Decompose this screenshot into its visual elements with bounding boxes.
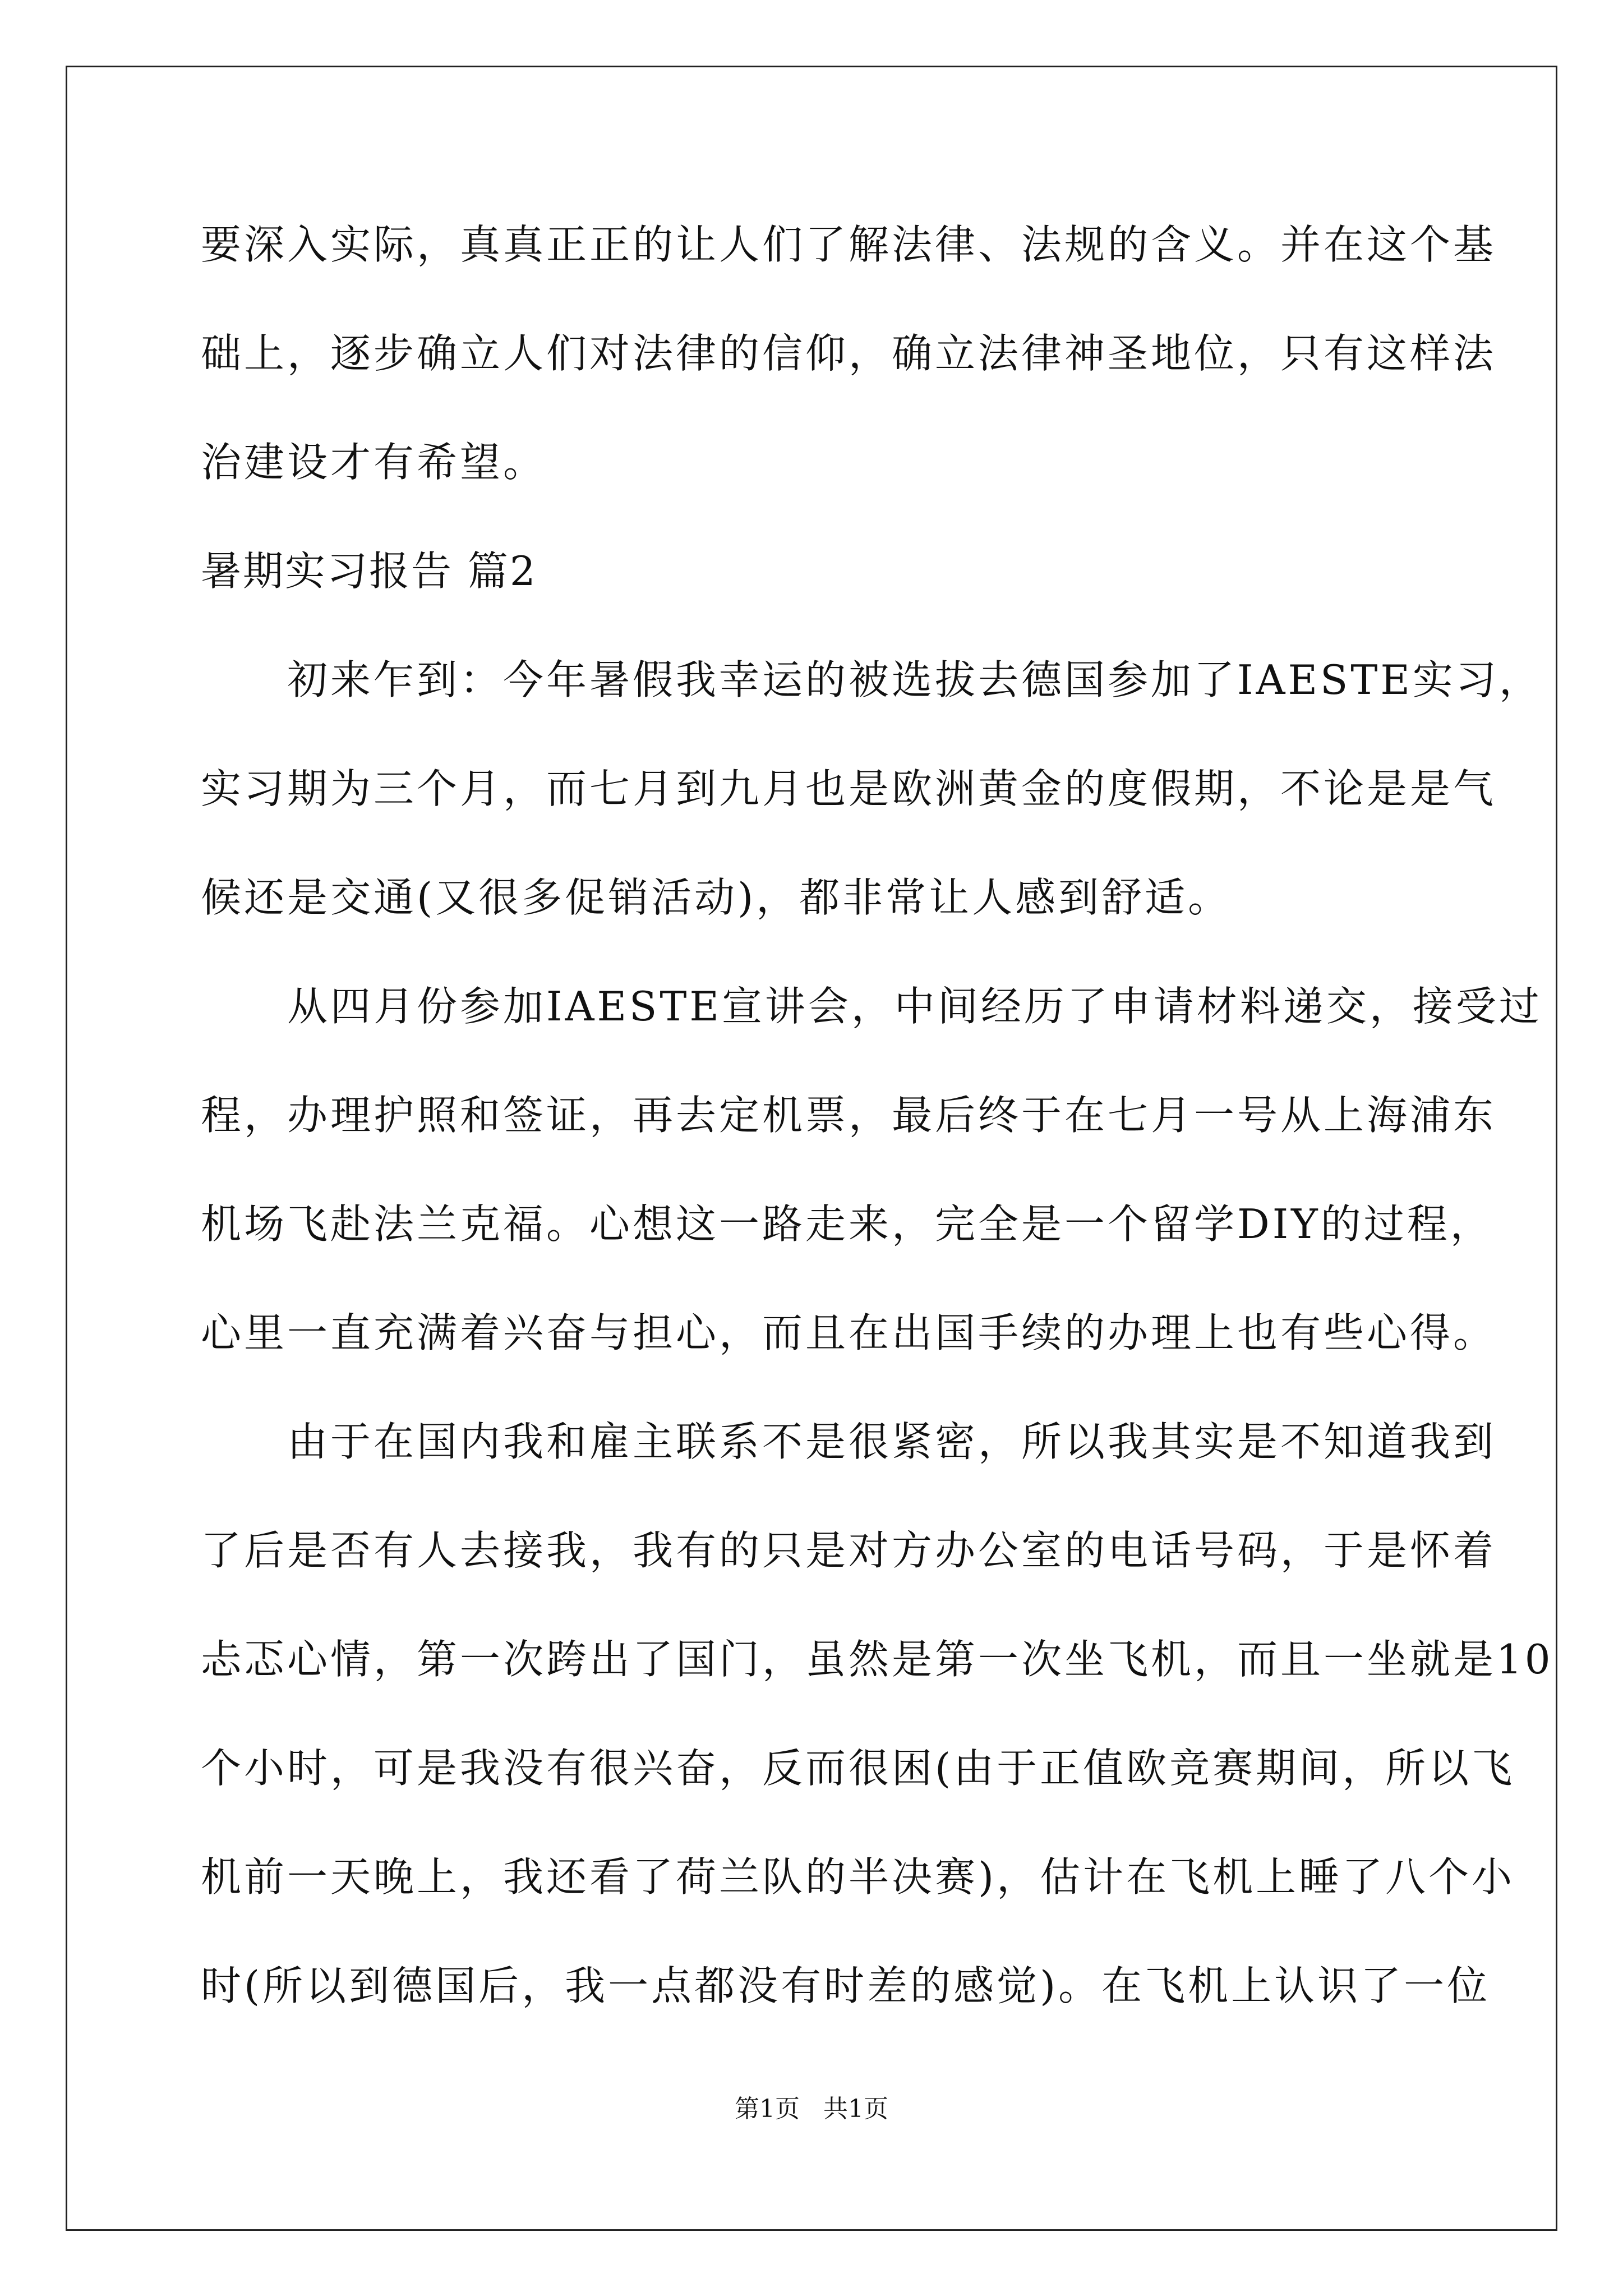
body-text-line: 从四月份参加IAESTE宣讲会，中间经历了申请材料递交，接受过 [201, 983, 1542, 1030]
body-text-line: 础上，逐步确立人们对法律的信仰，确立法律神圣地位，只有这样法 [201, 330, 1497, 377]
body-text-line: 实习期为三个月，而七月到九月也是欧洲黄金的度假期，不论是是气 [201, 765, 1497, 812]
body-text-line: 忐忑心情，第一次跨出了国门，虽然是第一次坐飞机，而且一坐就是10 [201, 1636, 1553, 1683]
body-text-line: 心里一直充满着兴奋与担心，而且在出国手续的办理上也有些心得。 [201, 1309, 1497, 1356]
body-text-line: 治建设才有希望。 [201, 439, 547, 486]
body-text-line: 了后是否有人去接我，我有的只是对方办公室的电话号码，于是怀着 [201, 1527, 1497, 1574]
body-text-line: 由于在国内我和雇主联系不是很紧密，所以我其实是不知道我到 [201, 1418, 1497, 1465]
body-text-line: 初来乍到：今年暑假我幸运的被选拔去德国参加了IAESTE实习， [201, 656, 1542, 703]
body-text-line: 时(所以到德国后，我一点都没有时差的感觉)。在飞机上认识了一位 [201, 1962, 1491, 2009]
body-text-line: 个小时，可是我没有很兴奋，反而很困(由于正值欧竞赛期间，所以飞 [201, 1745, 1515, 1792]
body-text-line: 候还是交通(又很多促销活动)，都非常让人感到舒适。 [201, 874, 1232, 921]
body-text-line: 程，办理护照和签证，再去定机票，最后终于在七月一号从上海浦东 [201, 1092, 1497, 1139]
body-text-line: 要深入实际，真真正正的让人们了解法律、法规的含义。并在这个基 [201, 221, 1497, 268]
body-text-line: 机场飞赴法兰克福。心想这一路走来，完全是一个留学DIY的过程， [201, 1200, 1493, 1248]
section-heading: 暑期实习报告 篇2 [201, 547, 537, 595]
body-text-line: 机前一天晚上，我还看了荷兰队的半决赛)，估计在飞机上睡了八个小 [201, 1853, 1515, 1901]
page-number-footer: 第1页 共1页 [735, 2095, 888, 2123]
page-border [66, 66, 1557, 2231]
